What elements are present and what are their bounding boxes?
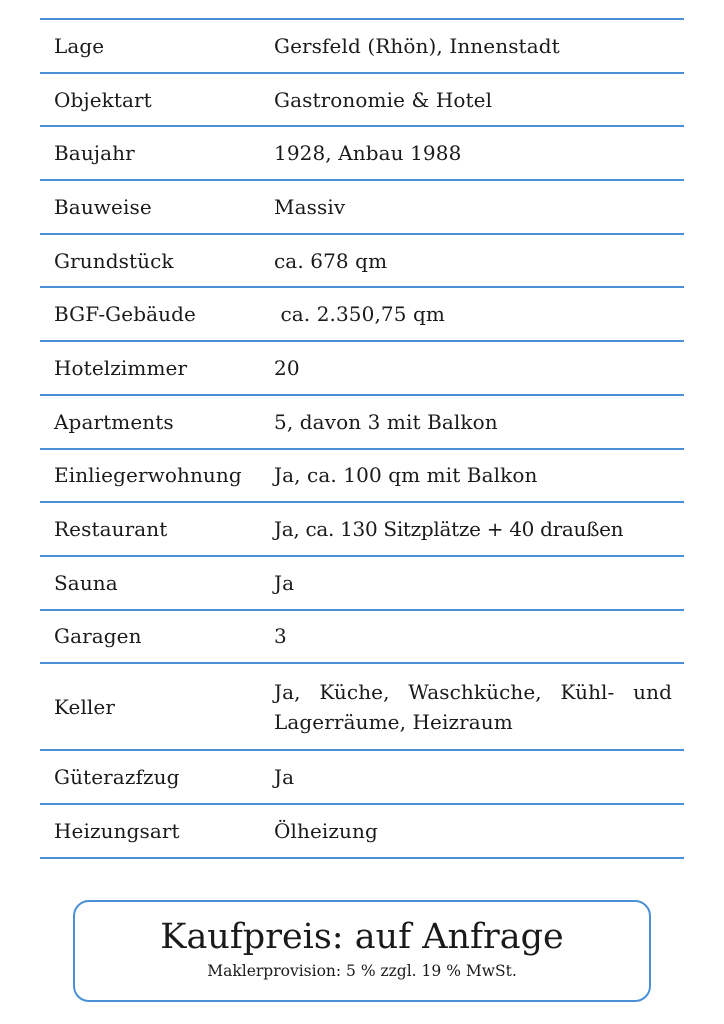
row-label: Lage: [54, 33, 105, 58]
table-row: [40, 751, 684, 805]
row-value: Ja, ca. 130 Sitzplätze + 40 draußen: [274, 517, 624, 542]
row-value: 5, davon 3 mit Balkon: [274, 409, 498, 434]
row-value: ca. 678 qm: [274, 248, 388, 273]
table-row: [40, 20, 684, 74]
row-value: Gastronomie & Hotel: [274, 87, 493, 112]
table-row: [40, 342, 684, 396]
row-value: Ja: [274, 570, 295, 595]
row-label: Einliegerwohnung: [54, 463, 242, 488]
row-value: 3: [274, 624, 287, 649]
table-row: [40, 664, 684, 751]
row-value: Ja, Küche, Waschküche, Kühl- und Lagerräume, Heizraum: [274, 679, 672, 734]
row-label: Restaurant: [54, 517, 168, 542]
row-label: Baujahr: [54, 141, 135, 166]
table-row: [40, 396, 684, 450]
price-box: [73, 900, 651, 1002]
table-row: [40, 611, 684, 665]
commission-note: Maklerprovision: 5 % zzgl. 19 % MwSt.: [207, 962, 517, 980]
table-row: [40, 557, 684, 611]
row-label: Keller: [54, 694, 116, 719]
row-label: Heizungsart: [54, 818, 180, 843]
table-row: [40, 450, 684, 504]
row-label: Bauweise: [54, 194, 152, 219]
row-label: Apartments: [54, 409, 174, 434]
table-row: [40, 181, 684, 235]
row-label: Grundstück: [54, 248, 174, 273]
table-row: [40, 235, 684, 289]
table-row: [40, 127, 684, 181]
row-value: Gersfeld (Rhön), Innenstadt: [274, 33, 560, 58]
row-label: Güterazfzug: [54, 765, 180, 790]
row-value: ca. 2.350,75 qm: [274, 302, 445, 327]
row-value: Ja, ca. 100 qm mit Balkon: [274, 463, 538, 488]
row-value: Massiv: [274, 194, 346, 219]
table-row: [40, 805, 684, 859]
row-value: 20: [274, 355, 300, 380]
price-title: Kaufpreis: auf Anfrage: [160, 917, 564, 957]
property-details-table: [40, 18, 684, 859]
row-value: 1928, Anbau 1988: [274, 141, 462, 166]
table-row: [40, 288, 684, 342]
row-value: Ölheizung: [274, 818, 378, 843]
row-label: Hotelzimmer: [54, 355, 188, 380]
table-row: [40, 74, 684, 128]
table-row: [40, 503, 684, 557]
row-label: Garagen: [54, 624, 142, 649]
row-value: Ja: [274, 765, 295, 790]
row-label: BGF-Gebäude: [54, 302, 196, 327]
row-label: Objektart: [54, 87, 152, 112]
row-label: Sauna: [54, 570, 118, 595]
